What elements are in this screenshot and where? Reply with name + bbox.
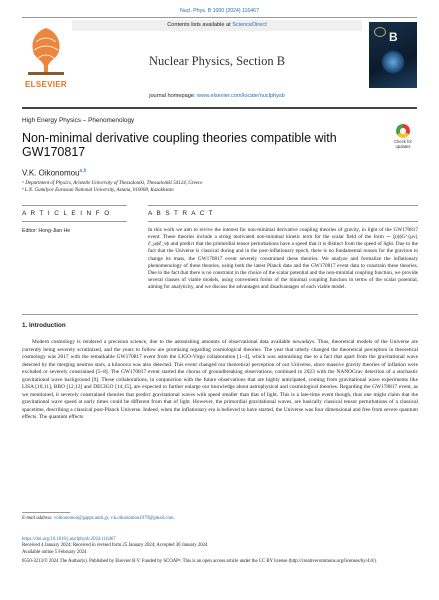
elsevier-tree-icon xyxy=(22,22,70,78)
license-text: 0550-3213/© 2024 The Author(s). Published by Elsevier B.V. Funded by SCOAP³. This is an open access article under the CC BY license (http://creativecommons.org/licenses/by/4.0/). xyxy=(22,559,378,565)
journal-homepage xyxy=(72,93,362,99)
publication-info xyxy=(22,537,418,566)
author-line xyxy=(22,168,86,178)
section-label: High Energy Physics – Phenomenology xyxy=(22,117,135,124)
email-addresses[interactable]: voikonomou@gapps.auth.gr, v.k.oikonomou1979@gmail.com. xyxy=(53,516,175,521)
introduction-text: Modern cosmology is rendered a precision science, due to the astonishing amounts of observational data available nowadays. Thus, theoretical models of the Universe are currently being severely scrutinized, and the years to follow are promising regarding cosmological theories. The year that utterly changed the theoretical perception in theoretical cosmology was 2017 with the remarkable GW170817 event from the LIGO-Virgo collaboration [1–4], which was astonishing due to a fact that apart from the gravitational wave detected by the merging neutron stars, a kilonova was also detected. This event changed our theoretical perception of our Universe, since massive gravity theories of inflation were excluded or severely constrained [5–8]. The GW170817 event started the chorus of groundbreaking observations, continued in 2023 with the NANOGrav detection of a stochastic gravitational wave background [9]. These collaborations, in conjunction with the future observations that are highly anticipated, coming from gravitational wave experiments like LISA [10,11], BBO [12,13] and DECIGO [14,15], are expected to further enlarge our knowledge about astrophysical and cosmological theories. Regarding the GW170817 event, as we mentioned, it severely constrained theories that predict gravitational waves with speed smaller than that of light. This is a late-time event though, thus one might claim that the gravitational wave speed at early times could be different from that of light. However, the primordial gravitational waves, are basically classical tensor perturbations of a classical spacetime, describing a classical post-Planck Universe. Indeed, when the inflationary era is believed to have started, the Universe was four dimensional and free from severe quantum effects. The quantum effects xyxy=(22,339,418,421)
affiliation-b: ᵇ L.N. Gumilyov Eurasian National University, Astana, 010008, Kazakhstan xyxy=(22,188,174,193)
cover-image-icon xyxy=(381,50,405,74)
contents-prefix: Contents lists available at xyxy=(167,22,233,28)
author-name[interactable]: V.K. Oikonomou xyxy=(22,168,80,178)
journal-title[interactable]: Nuclear Physics, Section B xyxy=(148,54,286,68)
affiliations xyxy=(22,180,342,194)
abstract-text: In this work we aim to revive the interest for non-minimal derivative coupling theories of gravity, in light of the GW170817 event. These theories include a string motivated non-minimal kinetic term for the scalar field of the form ∼ ξ(ϕ)G^{μν}∂_μϕ∂_νϕ and predict that the primordial tensor perturbations have a speed that it is distinct from the speed of light. Due to the fact that the Universe is classical during and in the post-inflationary epoch, there is no fundamental reason for the graviton to change its mass, the GW170817 event severely constrained these theories. We analyze and formalize the inflationary phenomenology of these theories, using both the latest Planck data and the GW170817 event data to constrain these theories. Due to the fact that there is no constraint in the choice of the scalar potential and the non-minimal coupling function, we provide several classes of viable models, using convenient forms of the minimal coupling function in terms of the scalar potential, aiming for analyticity, and we discuss the advantages and disadvantages of each viable model. xyxy=(148,227,418,291)
contents-banner xyxy=(72,20,362,31)
homepage-link[interactable]: www.elsevier.com/locate/nuclphysb xyxy=(197,93,285,99)
email-footnote xyxy=(22,516,418,522)
elsevier-logo[interactable] xyxy=(22,22,70,88)
article-info-heading: A R T I C L E I N F O xyxy=(22,210,111,217)
journal-reference[interactable]: Nucl. Phys. B 1000 (2024) 116467 xyxy=(180,8,259,14)
abstract-heading: A B S T R A C T xyxy=(148,210,215,217)
article-title: Non-minimal derivative coupling theories compatible with GW170817 xyxy=(22,131,337,159)
article-info-divider-top xyxy=(22,205,127,206)
cover-ring-icon xyxy=(374,27,386,37)
footnote-divider xyxy=(22,512,70,513)
abstract-divider-top xyxy=(148,205,418,206)
abstract-divider-bottom xyxy=(148,221,418,222)
check-updates-icon xyxy=(396,124,410,138)
editor-note: Editor: Hong-Jian He xyxy=(22,228,71,234)
doi-link[interactable]: https://doi.org/10.1016/j.nuclphysb.2024.116467 xyxy=(22,537,116,542)
affiliation-a: ᵃ Department of Physics, Aristotle University of Thessaloniki, Thessaloniki 54124, Greece xyxy=(22,181,203,186)
badge-label: Check for updates xyxy=(394,139,412,149)
homepage-prefix: journal homepage: xyxy=(149,93,198,99)
article-info-divider-bottom xyxy=(22,221,127,222)
sciencedirect-link[interactable]: ScienceDirect xyxy=(232,22,267,28)
introduction-heading: 1. Introduction xyxy=(22,322,66,329)
received-dates: Received 4 January 2024; Received in revised form 25 January 2024; Accepted 30 January 2024 xyxy=(22,543,208,549)
section-divider xyxy=(22,314,418,315)
check-for-updates-badge[interactable] xyxy=(388,124,418,154)
journal-header xyxy=(22,17,417,109)
cover-letter: B xyxy=(389,30,398,44)
author-affiliation-markers[interactable]: a,b xyxy=(79,168,87,174)
publisher-name: ELSEVIER xyxy=(25,80,67,89)
available-online: Available online 5 February 2024 xyxy=(22,549,87,555)
email-label: E-mail address: xyxy=(22,516,54,521)
journal-cover[interactable] xyxy=(369,22,417,88)
